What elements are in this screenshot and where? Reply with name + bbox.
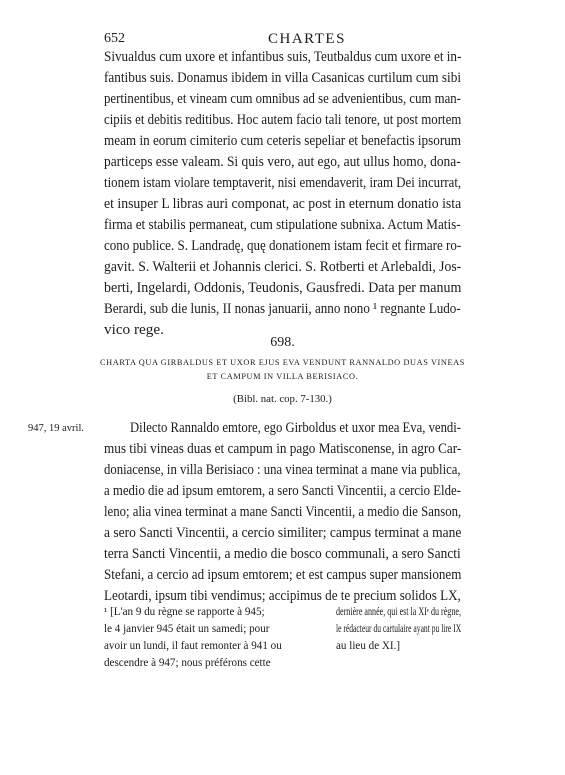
footnote-line: au lieu de XI.] (336, 640, 401, 652)
footnote-line: le 4 janvier 945 était un samedi; pour (104, 623, 270, 635)
page-number: 652 (104, 31, 125, 46)
text-line: Leotardi, ipsum tibi vendimus; accipimus de te precium solidos LX, (104, 587, 461, 604)
text-line: terra Sancti Vincentii, a medio die bosco communali, a sero Sancti (104, 545, 461, 562)
charter-title-line: ET CAMPUM IN VILLA BERISIACO. (206, 372, 359, 381)
text-line: a medio die ad ipsum emtorem, a sero Sancti Vincentii, a cercio Elde- (104, 482, 461, 499)
text-line: Sivualdus cum uxore et infantibus suis, Teutbaldus cum uxore et in- (104, 48, 462, 65)
text-line: berti, Ingelardi, Oddonis, Teudonis, Gausfredi. Data per manum (104, 279, 462, 296)
text-line: tionem istam violare temptaverit, nisi emendaverit, iram Dei incurrat, (104, 174, 462, 191)
charter-source: (Bibl. nat. cop. 7-130.) (233, 393, 332, 405)
footnote-line: le rédacteur du cartulaire ayant pu lire IX (336, 623, 462, 635)
text-line: particeps esse valeam. Si quis vero, aut ego, aut ullus homo, dona- (104, 153, 461, 170)
text-line: Dilecto Rannaldo emtore, ego Girboldus et uxor mea Eva, vendi- (130, 419, 462, 436)
charter-title-line: CHARTA QUA GIRBALDUS ET UXOR EJUS EVA VENDUNT RANNALDO DUAS VINEAS (100, 358, 465, 367)
text-line: doniacense, in villa Berisiaco : una vinea terminat a mane via publica, (104, 461, 461, 478)
text-line: leno; alia vinea terminat a mane Sancti Vincentii, a medio die Sanson, (104, 503, 462, 520)
text-line: meam in eorum cimiterio cum ceteris sepeliar et benefactis ipsorum (104, 132, 462, 149)
footnote-line: descendre à 947; nous préférons cette (104, 657, 271, 669)
text-line: Berardi, sub die lunis, II nonas januarii, anno nono ¹ regnante Ludo- (104, 300, 461, 317)
text-line: firma et stabilis permaneat, cum stipulatione subnixa. Actum Matis- (104, 216, 461, 233)
text-line: vico rege. (104, 321, 164, 338)
text-line: cono publice. S. Landradę, quę donationem istam fecit et firmare ro- (104, 237, 462, 254)
text-line: mus tibi vineas duas et campum in pago Matisconense, in agro Car- (104, 440, 462, 457)
margin-date: 947, 19 avril. (28, 423, 84, 434)
footnote-line: avoir un lundi, il faut remonter à 941 ou (104, 640, 282, 652)
footnote-line: dernière année, qui est la XIᵉ du règne, (336, 606, 461, 618)
text-line: et insuper L libras auri componat, ac post in eternum donatio ista (104, 195, 462, 212)
text-line: gavit. S. Walterii et Johannis clerici. S. Rotberti et Arlebaldi, Jos- (104, 258, 462, 275)
text-line: a sero Sancti Vincentii, a cercio similiter; campus terminat a mane (104, 524, 462, 541)
text-line: pertinentibus, et vineam cum omnibus ad se advenientibus, cum man- (104, 90, 461, 107)
text-line: Stefani, a cercio ad ipsum emtorem; et est campus super mansionem (104, 566, 462, 583)
charter-number: 698. (270, 335, 295, 350)
running-title: CHARTES (268, 31, 346, 47)
footnote-line: ¹ [L'an 9 du règne se rapporte à 945; (104, 606, 265, 618)
text-line: cipiis et debitis reditibus. Hoc autem facio tali tenore, ut post mortem (104, 111, 462, 128)
text-line: fantibus suis. Donamus ibidem in villa Casanicas curtilum cum sibi (104, 69, 462, 86)
